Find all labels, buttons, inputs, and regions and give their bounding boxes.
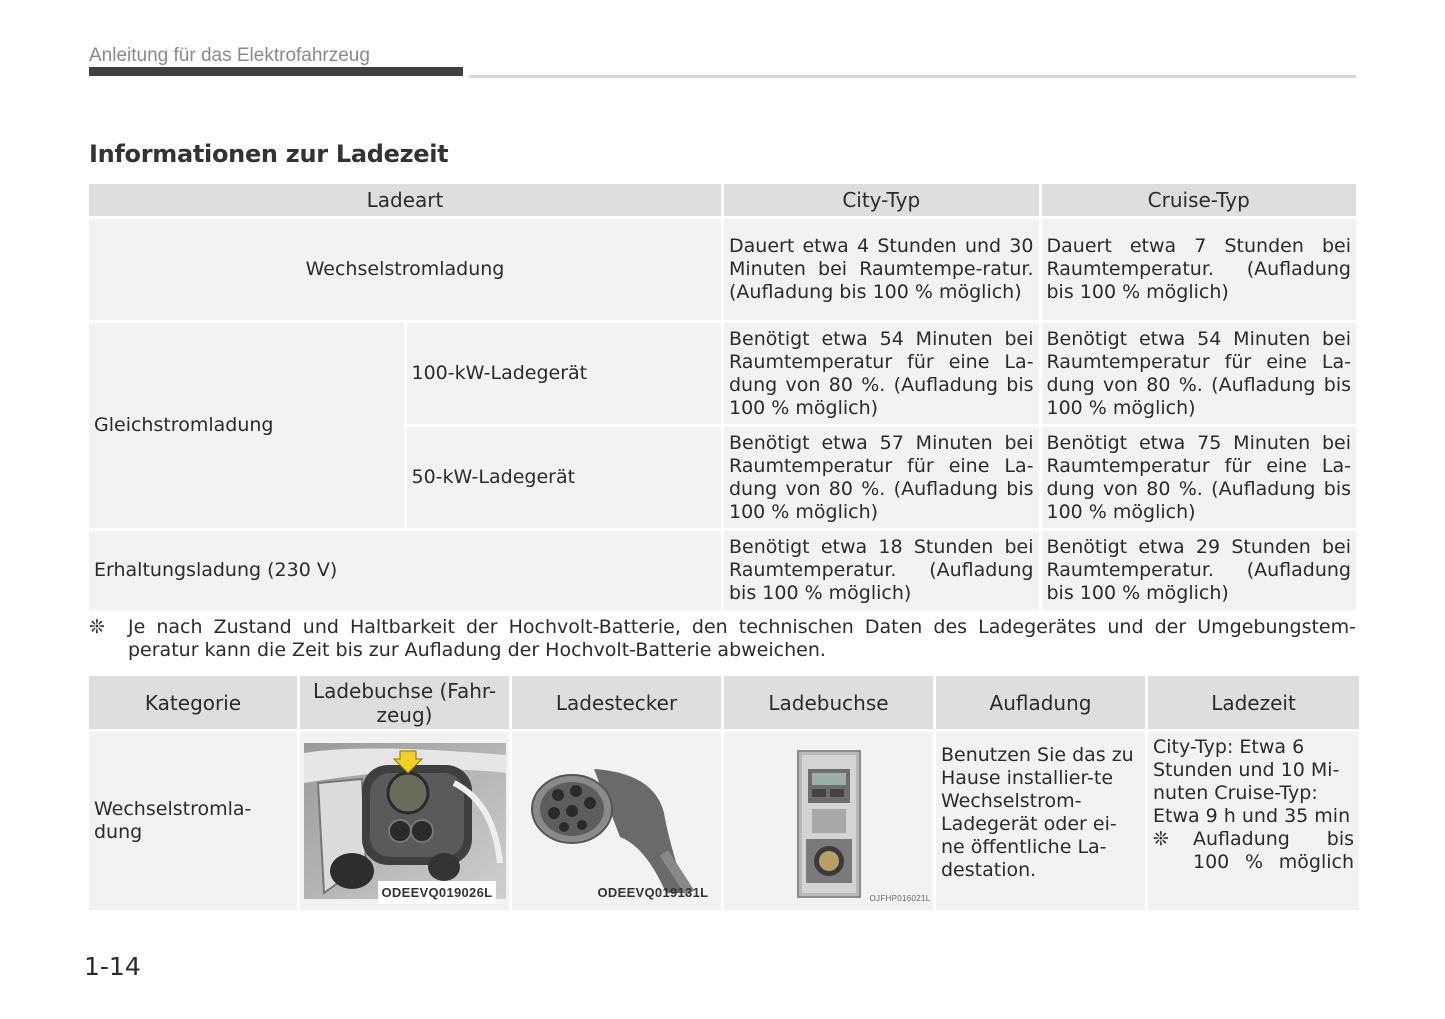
wallbox-illustration — [726, 743, 932, 899]
header-kategorie: Kategorie — [88, 675, 299, 731]
vehicle-inlet-photo-cell — [299, 731, 511, 912]
charging-plug-photo — [514, 743, 720, 899]
row-dc-50kw-cruise: Benötigt etwa 75 Minuten bei Raumtemperatur für eine La-dung von 80 %. (Aufladung bis 100 % möglich) — [1040, 426, 1358, 530]
footnote — [89, 616, 1356, 662]
row-aufladung: Benutzen Sie das zu Hause installier-te Wechselstrom-Ladegerät oder ei-ne öffentliche La-destation. — [935, 731, 1147, 912]
photo-code-1: ODEEVQ019026L — [378, 881, 497, 904]
ladezeit-note-symbol-icon: ❊ — [1153, 828, 1169, 850]
header-city-typ: City-Typ — [723, 183, 1041, 218]
header-ladestecker: Ladestecker — [511, 675, 723, 731]
photo-code-2: ODEEVQ019131L — [597, 885, 709, 900]
footnote-text: Je nach Zustand und Haltbarkeit der Hochvolt-Batterie, den technischen Daten des Ladegerätes und der Umgebungstem-peratur kann die Zeit bis zur Aufladung der Hochvolt-Batterie abweichen. — [128, 616, 1356, 661]
row-trickle-city: Benötigt etwa 18 Stunden bei Raumtemperatur. (Aufladung bis 100 % möglich) — [723, 530, 1041, 612]
charging-plug-photo-cell — [511, 731, 723, 912]
row-dc-100kw-label: 100-kW-Ladegerät — [405, 322, 723, 426]
section-title: Informationen zur Ladezeit — [89, 140, 449, 168]
photo-code-3: OJFHP016021L — [869, 894, 931, 903]
row-ladezeit: City-Typ: Etwa 6 Stunden und 10 Mi-nuten Cruise-Typ: Etwa 9 h und 35 min — [1153, 736, 1351, 827]
row-dc-100kw-city: Benötigt etwa 54 Minuten bei Raumtemperatur für eine La-dung von 80 %. (Aufladung bis 100 % möglich) — [723, 322, 1041, 426]
wallbox-photo — [726, 743, 932, 903]
row-ac-city: Dauert etwa 4 Stunden und 30 Minuten bei Raumtempe-ratur. (Aufladung bis 100 % möglich) — [723, 218, 1041, 322]
page-number: 1-14 — [84, 952, 141, 981]
row-dc-50kw-label: 50-kW-Ladegerät — [405, 426, 723, 530]
charging-equipment-table — [86, 673, 1362, 913]
wallbox-photo-cell — [723, 731, 935, 912]
vehicle-inlet-illustration — [304, 743, 506, 899]
running-header: Anleitung für das Elektrofahrzeug — [89, 45, 370, 66]
header-rule-light — [469, 75, 1356, 78]
row-trickle-cruise: Benötigt etwa 29 Stunden bei Raumtemperatur. (Aufladung bis 100 % möglich) — [1040, 530, 1358, 612]
ladezeit-note-text: Aufladung bis 100 % möglich — [1193, 828, 1354, 873]
ladezeit-note — [1153, 828, 1354, 874]
header-cruise-typ: Cruise-Typ — [1040, 183, 1358, 218]
header-aufladung: Aufladung — [935, 675, 1147, 731]
header-rule-dark — [89, 67, 463, 76]
charging-plug-illustration — [514, 743, 720, 899]
row-ac-cruise: Dauert etwa 7 Stunden bei Raumtemperatur. (Aufladung bis 100 % möglich) — [1040, 218, 1358, 322]
vehicle-inlet-photo — [304, 743, 506, 899]
header-ladeart: Ladeart — [88, 183, 723, 218]
header-ladebuchse-fahrzeug: Ladebuchse (Fahr-zeug) — [299, 675, 511, 731]
row-trickle-label: Erhaltungsladung (230 V) — [88, 530, 723, 612]
footnote-symbol-icon: ❊ — [89, 616, 105, 638]
row-ladezeit-cell — [1147, 731, 1361, 912]
header-ladebuchse: Ladebuchse — [723, 675, 935, 731]
row-kategorie: Wechselstromla-dung — [88, 731, 299, 912]
row-dc-50kw-city: Benötigt etwa 57 Minuten bei Raumtemperatur für eine La-dung von 80 %. (Aufladung bis 100 % möglich) — [723, 426, 1041, 530]
charging-time-table — [86, 181, 1359, 613]
row-ac-label: Wechselstromladung — [88, 218, 723, 322]
header-ladezeit: Ladezeit — [1147, 675, 1361, 731]
row-dc-label: Gleichstromladung — [88, 322, 406, 530]
row-dc-100kw-cruise: Benötigt etwa 54 Minuten bei Raumtemperatur für eine La-dung von 80 %. (Aufladung bis 100 % möglich) — [1040, 322, 1358, 426]
